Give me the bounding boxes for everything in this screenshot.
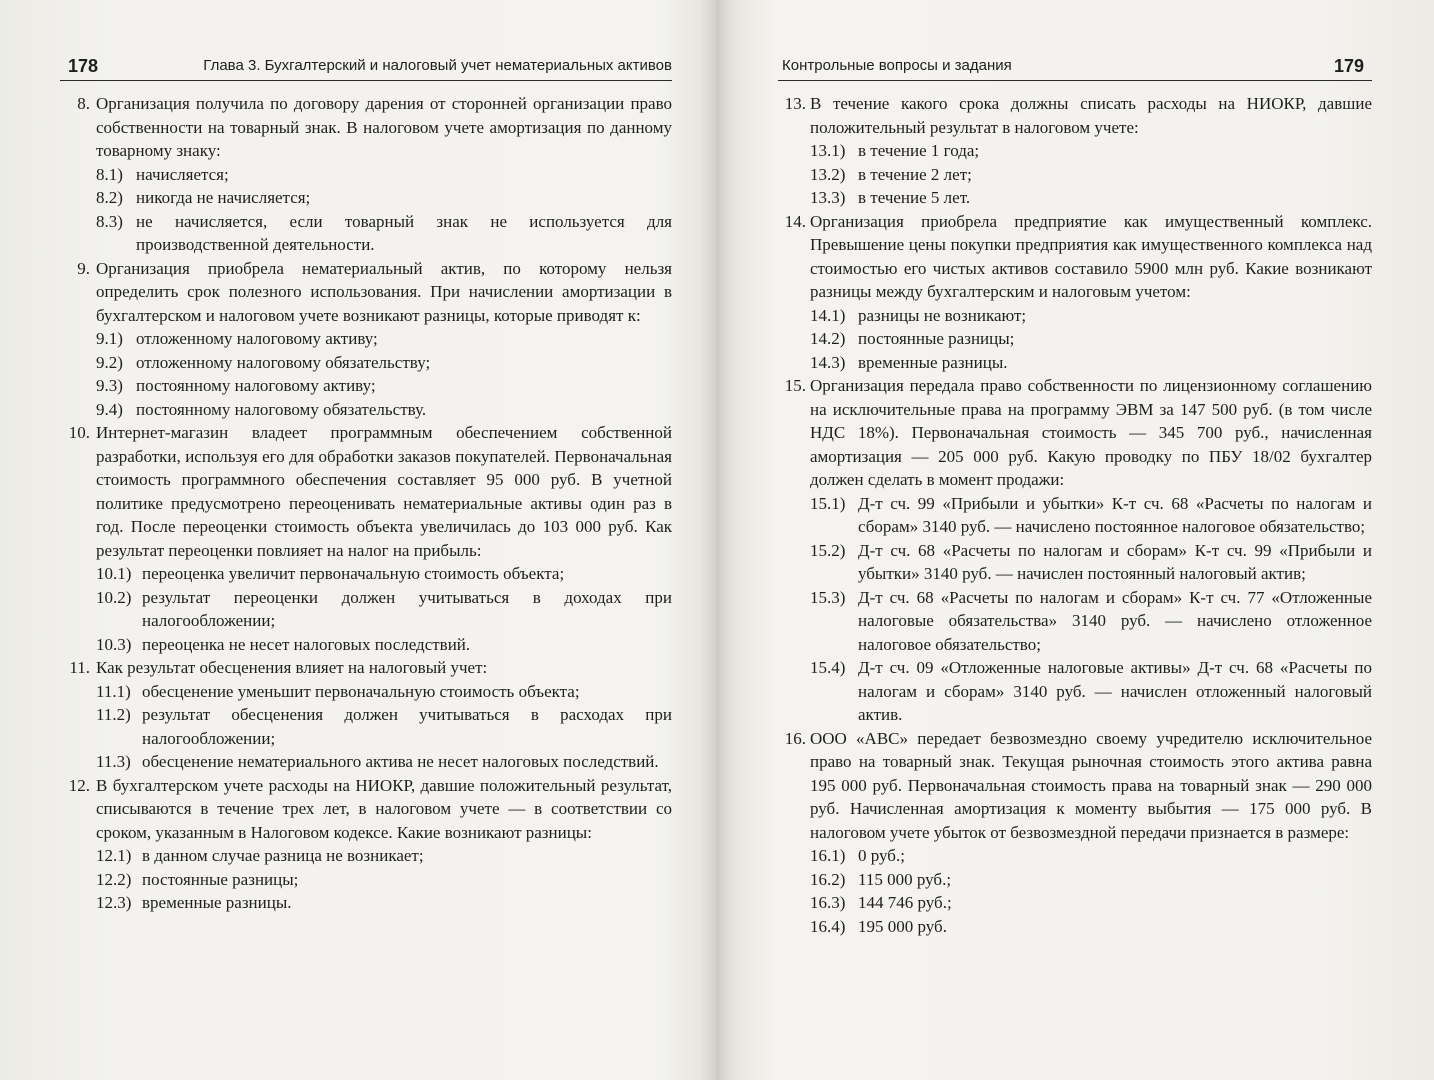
option-number: 11.3) — [96, 752, 131, 771]
option-number: 10.3) — [96, 634, 132, 654]
option-text: 144 746 руб.; — [858, 893, 952, 912]
question-number: 13. — [784, 94, 806, 113]
option-13-1 — [778, 139, 1372, 163]
option-text: Д-т сч. 68 «Расчеты по налогам и сборам» К-т сч. 77 «Отложенные налоговые обязательства» 3140 руб. — начислено отложенное налоговое обязательство; — [858, 587, 1372, 654]
option-text: Д-т сч. 68 «Расчеты по налогам и сборам» К-т сч. 99 «Прибыли и убытки» 3140 руб. — начислен постоянный налоговый актив; — [858, 540, 1372, 583]
option-text: в данном случае разница не возникает; — [142, 846, 424, 865]
option-number: 14.1) — [810, 305, 846, 325]
option-text: отложенному налоговому активу; — [136, 329, 378, 348]
option-15-3 — [778, 586, 1372, 657]
option-number: 16.3) — [810, 893, 846, 912]
option-number: 9.4) — [96, 399, 123, 419]
question-16 — [778, 727, 1372, 845]
option-text: временные разницы. — [858, 352, 1008, 372]
question-13 — [778, 92, 1372, 139]
option-text: переоценка не несет налоговых последствий. — [142, 634, 471, 654]
right-running-head — [778, 54, 1372, 81]
question-text: ООО «АВС» передает безвозмездно своему учредителю исключительное право на товарный знак. Текущая рыночная стоимость этого актива равна 195 000 руб. Первоначальная стоимость права на товарный знак — 290 000 руб. Начисленная амортизация к моменту выбытия — 175 000 руб. В налоговом учете убыток от безвозмездной передачи признается в размере: — [810, 728, 1372, 842]
question-12 — [60, 774, 672, 845]
question-number: 10. — [68, 423, 90, 442]
right-running-title: Контрольные вопросы и задания — [782, 57, 1012, 74]
option-9-2 — [60, 351, 672, 375]
question-text: Организация передала право собственности по лицензионному соглашению на исключительные права на программу ЭВМ за 147 500 руб. (в том числе НДС 18%). Первоначальная стоимость — 345 700 руб., начисленная амортизация — 205 000 руб. Какую проводку по ПБУ 18/02 бухгалтер должен сделать в момент продажи: — [810, 376, 1372, 489]
option-number: 13.3) — [810, 188, 846, 207]
option-14-2 — [778, 327, 1372, 351]
option-number: 15.4) — [810, 658, 846, 677]
option-9-4 — [60, 398, 672, 422]
question-number: 14. — [784, 211, 806, 231]
option-number: 15.2) — [810, 540, 846, 560]
left-running-head — [60, 54, 672, 81]
option-text: постоянные разницы; — [142, 869, 299, 889]
option-number: 11.2) — [96, 705, 131, 724]
option-number: 9.2) — [96, 352, 123, 372]
option-14-1 — [778, 304, 1372, 328]
question-number: 8. — [77, 94, 90, 113]
option-text: никогда не начисляется; — [136, 188, 311, 207]
option-number: 12.1) — [96, 846, 132, 865]
question-8 — [60, 92, 672, 163]
option-text: обесценение уменьшит первоначальную стоимость объекта; — [142, 681, 580, 701]
question-14 — [778, 210, 1372, 304]
option-number: 8.1) — [96, 164, 123, 184]
option-text: начисляется; — [136, 164, 229, 184]
option-number: 11.1) — [96, 681, 131, 701]
option-number: 9.3) — [96, 376, 123, 395]
option-11-3 — [60, 750, 672, 774]
option-number: 8.2) — [96, 188, 123, 207]
left-questions — [60, 92, 672, 915]
question-number: 9. — [77, 258, 90, 278]
option-number: 16.2) — [810, 869, 846, 889]
option-13-2 — [778, 163, 1372, 187]
option-text: 195 000 руб. — [858, 916, 947, 936]
question-text: Интернет-магазин владеет программным обеспечением собственной разработки, используя его для обработки заказов покупателей. Первоначальная стоимость программного обеспечения составляет 95 000 руб. В учетной политике предусмотрено переоценивать нематериальные активы один раз в год. После переоценки стоимость объекта увеличилась до 103 000 руб. Как результат переоценки повлияет на налог на прибыль: — [96, 423, 672, 560]
option-text: не начисляется, если товарный знак не используется для производственной деятельности. — [136, 211, 672, 254]
option-number: 12.2) — [96, 869, 132, 889]
option-number: 16.4) — [810, 916, 846, 936]
option-text: обесценение нематериального актива не несет налоговых последствий. — [142, 752, 659, 771]
option-text: отложенному налоговому обязательству; — [136, 352, 431, 372]
option-9-3 — [60, 374, 672, 398]
question-text: Как результат обесценения влияет на налоговый учет: — [96, 658, 488, 677]
question-15 — [778, 374, 1372, 492]
question-text: В течение какого срока должны списать расходы на НИОКР, давшие положительный результат в налоговом учете: — [810, 94, 1372, 137]
option-15-1 — [778, 492, 1372, 539]
option-number: 15.1) — [810, 493, 846, 513]
question-text: Организация получила по договору дарения от сторонней организации право собственности на товарный знак. В налоговом учете амортизация по данному товарному знаку: — [96, 94, 672, 160]
option-11-2 — [60, 703, 672, 750]
option-number: 12.3) — [96, 893, 132, 912]
left-running-title: Глава 3. Бухгалтерский и налоговый учет нематериальных активов — [203, 57, 672, 74]
option-10-1 — [60, 562, 672, 586]
option-number: 9.1) — [96, 329, 123, 348]
option-text: в течение 1 года; — [858, 141, 980, 160]
option-number: 16.1) — [810, 846, 846, 865]
right-page-number: 179 — [1333, 56, 1364, 76]
question-text: В бухгалтерском учете расходы на НИОКР, давшие положительный результат, списываются в течение трех лет, в налоговом учете — в соответствии со сроком, указанным в Налоговом кодексе. Какие возникают разницы: — [96, 775, 672, 842]
question-text: Организация приобрела нематериальный актив, по которому нельзя определить срок полезного использования. При начислении амортизации в бухгалтерском и налоговом учете возникают разницы, которые приводят к: — [96, 258, 672, 325]
option-text: Д-т сч. 99 «Прибыли и убытки» К-т сч. 68 «Расчеты по налогам и сборам» 3140 руб. — начислено постоянное налоговое обязательство; — [858, 493, 1372, 536]
option-text: временные разницы. — [142, 893, 292, 912]
option-9-1 — [60, 327, 672, 351]
option-15-4 — [778, 656, 1372, 727]
option-text: постоянному налоговому активу; — [136, 376, 376, 395]
option-text: Д-т сч. 09 «Отложенные налоговые активы» Д-т сч. 68 «Расчеты по налогам и сборам» 3140 руб. — начислен отложенный налоговый актив. — [858, 658, 1372, 724]
option-16-3 — [778, 891, 1372, 915]
option-text: в течение 5 лет. — [858, 188, 971, 207]
option-text: постоянные разницы; — [858, 329, 1015, 348]
option-text: разницы не возникают; — [858, 305, 1027, 325]
option-12-2 — [60, 868, 672, 892]
left-page-number: 178 — [68, 56, 99, 76]
option-8-3 — [60, 210, 672, 257]
option-12-3 — [60, 891, 672, 915]
right-page — [778, 0, 1372, 1080]
book-gutter — [700, 0, 736, 1080]
option-text: 0 руб.; — [858, 846, 905, 865]
option-text: переоценка увеличит первоначальную стоимость объекта; — [142, 564, 565, 583]
option-14-3 — [778, 351, 1372, 375]
option-8-1 — [60, 163, 672, 187]
option-text: результат обесценения должен учитываться в расходах при налогообложении; — [142, 705, 672, 748]
option-text: в течение 2 лет; — [858, 164, 972, 184]
question-number: 11. — [69, 658, 90, 677]
option-11-1 — [60, 680, 672, 704]
question-11 — [60, 656, 672, 680]
left-page — [60, 0, 672, 1080]
question-9 — [60, 257, 672, 328]
option-number: 15.3) — [810, 587, 846, 607]
option-number: 13.1) — [810, 141, 846, 160]
option-text: постоянному налоговому обязательству. — [136, 399, 427, 419]
option-number: 8.3) — [96, 211, 123, 231]
option-text: 115 000 руб.; — [858, 869, 952, 889]
question-number: 15. — [784, 376, 806, 395]
option-number: 13.2) — [810, 164, 846, 184]
option-10-2 — [60, 586, 672, 633]
option-10-3 — [60, 633, 672, 657]
option-15-2 — [778, 539, 1372, 586]
right-questions — [778, 92, 1372, 938]
option-13-3 — [778, 186, 1372, 210]
option-8-2 — [60, 186, 672, 210]
question-10 — [60, 421, 672, 562]
option-16-1 — [778, 844, 1372, 868]
option-16-4 — [778, 915, 1372, 939]
option-number: 14.2) — [810, 329, 846, 348]
option-number: 10.2) — [96, 587, 132, 607]
question-number: 16. — [784, 728, 806, 748]
option-number: 10.1) — [96, 564, 132, 583]
question-number: 12. — [68, 775, 90, 795]
option-16-2 — [778, 868, 1372, 892]
question-text: Организация приобрела предприятие как имущественный комплекс. Превышение цены покупки предприятия как имущественного комплекса над стоимостью его чистых активов составило 5900 млн руб. Какие возникают разницы между бухгалтерским и налоговым учетом: — [810, 211, 1372, 301]
option-12-1 — [60, 844, 672, 868]
option-number: 14.3) — [810, 352, 846, 372]
option-text: результат переоценки должен учитываться в доходах при налогообложении; — [142, 587, 672, 630]
